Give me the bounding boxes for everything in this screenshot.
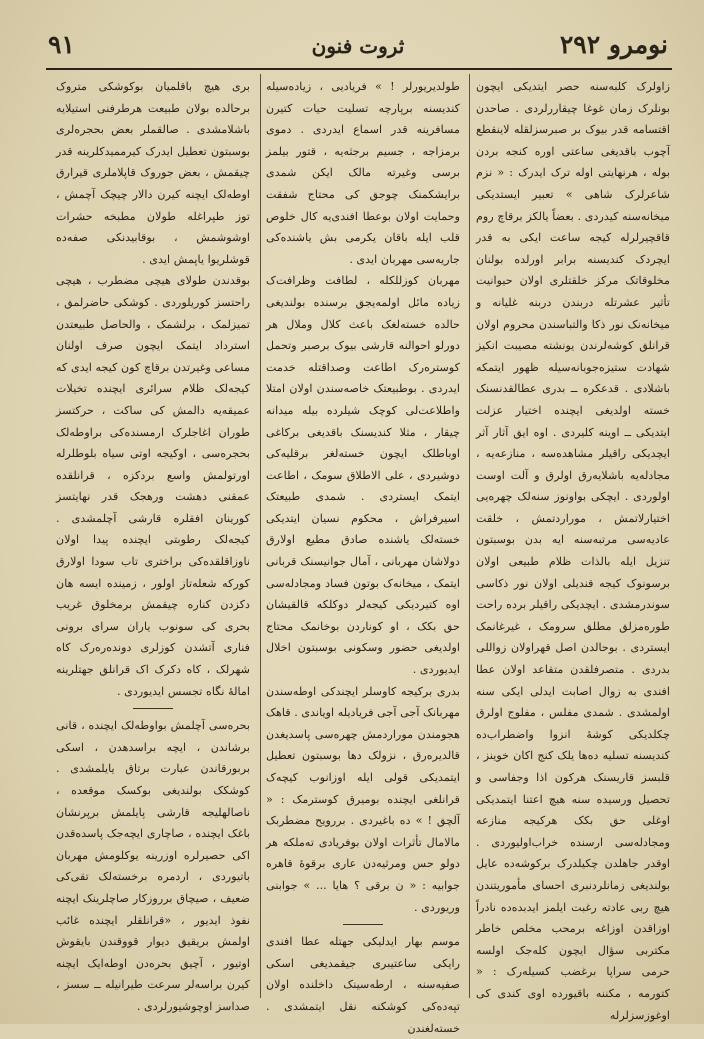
paragraph: بدری برکیجه کاوسلر ایچندکی اوطه‌سندن مهربانک آجی آجی فریادیله اویاندی . قاهک هجومندن موراردمش چهره‌سی پاسدیغدن قالدیره‌رق ، نزولک دها بوسبتون تعطیل ایتمدیکی قولی ایله اوزانوب کیچه‌ک قرانلغی ایچنده بومیرق کوسترمک : « آلچق ! » ده باغیردی . بررویح مضطربک مالامال تأثرات اولان بوفریادی ته‌ملکه هر دولو حس ومرثیه‌دن عاری برقوهٔ قاهره جوابیه : « ن برقی ؟ هایا ... » جوابنی وریوردی .	[266, 684, 460, 914]
paragraph: بری هیچ باقلمیان بوکوشکی متروک برحالده بولان طبیعت هرطرفنی استیلایه باشلامشدی . صالقملر بعض بحجره‌لری بوسبتون تعطیل ایدرک کیرممیدکلرینه قدر چیقمش ، بعض جوروک قاپلاملری قیرارق اوطه‌لک ایچنه کیرن دالار چیچک آچمش ، توز طپراغله طولان مطبخه حشرات اوشوشمش ، بوقابیدنکی صفه‌ده قوشلریوا یاپمش ایدی .	[56, 80, 250, 266]
paragraph: موسم بهار ایدلیکی جهتله عطا افندی رایکی ساعتیبری جیقمدیغی اسکی صفیه‌سنه ، ارطه‌سینک داخلنده اولان تپه‌ده‌کی کوشکنه نقل ایتمشدی . خسته‌لغندن	[266, 935, 460, 1035]
column-divider	[260, 74, 261, 998]
section-separator	[343, 924, 383, 925]
issue-number: نومرو ۲۹۲	[559, 30, 668, 59]
paragraph: زاولرک کلبه‌سنه حصر ایتدیکی ایچون بونلرک زمان غوغا چیقاررلردی . صاحدن اقتسامه قدر بیوک بر صبرسزلقله لاینقطع آچوب باقدیغی ساعتی اوره کنجه بردن بوله ، هرنهایتی اوله ترک ایدرک : « نزم شاعرلرک شاهی » تعبیر ایستدیکی میخانه‌سنه کیدردی . بعضاً یالکز برقاچ روم قاقچیرلرله کیجه ساعت ایکی به قدر ایچردک کندیسنه برابر اورلده بولنان مخلوقاتک مرکز خلقتلری اولان حیوانیت تأثیر عشرتله دربندن دربنه غلیانه و میخانه‌نک نور ذکا والتباسندن محروم اولان قرانلق کوشه‌لرندن یونشته مصیبت انکیز شهادت ستیزه‌جوبانه‌سیله ظهور ایتمکه باشلادی . قدعکره ــ بدری عطالقدنسنک خسته اولدیغی ایچنده اختیار عزلت ایتدیکی ــ اوینه کلیردی . اوه ایق آثار آثر ایچدیکی راقیلر مشاهده‌سه ، منازعه‌یه ، مجادله‌یه باشلایه‌رق اولرق و آلت اوست اولوردی . ایچکی بواونوز سنه‌لک چهره‌یی اختیارلاتمش ، موراردتمش ، خلقت عادیه‌سی مرتبه‌سنه ایه بدن بوسبتون تنزیل ایله بالذات ظلام طبیعی اولان برسونوک کیجه قندیلی اولان نور ذکاسی سوندرمشدی . ایچدیکی راقیلر برده راحت طوره‌مزلق مطلق سرومک ، غیرغانمک ایستردی . بوحالدن اصل قهراولان زواللی بدردی . متصرفلقدن متقاعد اولان عطا افندی به زوال اصابت ایدلی ایکی سنه اولمشدی . شمدی مفلس ، مفلوج اولرق چکلدیکی کوشهٔ انزوا واضطراب‌ده کندیسنه تسلیه ده‌ها یلک کنج اکان خوینز ، قلبسز قاریسنک هرکون اذا وجفاسی و تحصیل ورسیده سنه هیچ اعتنا ایتمدیکی اوغلی حق بکک هرکیجه منازعه ومجادله‌سی ارسنده خراب‌اولیوردی . اوقدر جاهلدن چکیلدرک برکوشه‌ده عایل بولندیغی زمانلردنبری احسای مأموریتندن هیچ ربی عادته رغبت ایلمز ایدبده‌ده نادراً اوزاقدن اوزاغه برمحب مخلص خاطر مکتربی سؤال ایچون کله‌جک اولسه حرمی سراپا برغضب کسیله‌رک : « کتورمه ، مکننه باقیورده اوی کندی کی اوغوزسزلرله	[476, 80, 670, 1022]
paragraph: مهربان کوزللکله ، لطافت وظرافت‌ک زیاده مائل اولمه‌یجق برسنده بولندیغی حالده خسته‌لغک باعث کلال وملال هر دورلو احوالنه قارشی بیوک برصبر وتحمل کوستره‌رک اطاعت وصداقتله خدمت ایدردی . بوطبیعتک خاصه‌سندن اولان امتلا واطلاعت‌لی کوچک شیلرده بیله میدانه چیقار ، مثلا کندیسنک باقدیغی برکاغی اوباطلک ایچون خسته‌لغر برقلیه‌کی دوشیردی ، علی الاطلاق سومک ، اطاعت ایتمک ایستردی . شمدی طبیعتک اسیرفراش ، محکوم نسیان ایتدیکی خسته‌لک یاشنده صادق مطیع اولارق دولاشان مهربانی ، آمال جوانیسنک قربانی ایتمک ، میخانه‌ک بوتون فساد ومجادله‌سی اوه کتیردیکی کیجه‌لر دوکلکه قالقیشان حق بکک ، او کوناردن بوخانمک محتاج اولدیغی حضور وسکونی بوسبتون اخلال ایدیوردی .	[266, 274, 460, 677]
paragraph: طولدیریورلر ! » فریادیی ، زیاده‌سیله کندیسنه برپارچه تسلیت حیات کتیرن مسافرینه قدر اسماع ایدردی . دموی برمزاجه ، جسیم برجثه‌یه ، قتور بیلمز برسی وغیرته مالک ایکن شمدی برایشکمنک چوجق کی محتاج شفقت وحمایت اولان بوعطا افندی‌یه کال خلوص قلب ایله باقان یکرمی بش یاشنده‌کی جاریه‌سی مهربان ایدی .	[266, 80, 460, 266]
journal-title: ثروت فنون	[311, 34, 405, 58]
paragraph: بحره‌سی آچلمش بواوطه‌لک ایچنده ، قانی برشاندن ، ایچه براسدهدن ، اسکی بربورقاندن عبارت برتاق یایلمشدی . کوشکک بولندیغی بوکسک موقعده ، ناصالهلیجه قارشی پایلمش برپرنشان باغک ایچنده ، صاچاری ایچه‌جک پاسده‌قدن اکی حصیرلره اوزرینه یوکلومش مهربان باتیوردی ، اردمره برخسته‌لک تقی‌کی ضعیف ، صیچاق برروزکار صاچلرینک ایچنه نفوذ ایدیور ، «قرانلقلر ایچنده غائب اولمش بریقیق دیوار قووقندن بایقوش اوتیور ، آچیق بحره‌دن اوطه‌ایک ایچنه کیرن براسه‌لر سرعت طیرانیله ــ سسز ، صداسز اوچوشیورلردی .	[56, 719, 250, 1013]
page-header	[48, 28, 668, 68]
column-middle	[266, 76, 460, 1035]
page-number: ٩١	[48, 30, 75, 59]
section-separator	[133, 708, 173, 709]
column-left	[56, 76, 250, 1013]
header-rule	[46, 68, 672, 70]
paragraph: بوقدندن طولای هیچی مضطرب ، هیچی راحتسز کوریلوردی . کوشکی حاضرلمق ، تمیزلمک ، برلشمک ، والحاصل طبیعتدن استرداد ایتمک ایچون صرف اولنان مساعی وغیرتدن برقاچ کون کیجه ایدی که کیجه‌لک ظلام سرائری ایچنده تخیلات عمیقه‌یه دالمش کی ساکت ، حرکتسز طوران اغاجلرک ارمسنده‌کی براوطه‌لک بحجره‌سی ، اوکیجه اوتی سیاه بلوطلرله اورتولمش واسع بردکزه ، قرانلقده عمقنی دهشت ورهجک قدر نهایتسز کورینان افقلره قارشی آچلمشدی . کیجه‌لک رطوبتی ایچنده پیدا اولان ناوزاقلقده‌کی براختری تاب سودا اولارق کورکه شعله‌تاز اولور ، زمینده ایسه هان دکزدن کناره چیقمش برمخلوق غریب بحری کی سونوب یاران سرای برونی فناری آتشدن کوزلری دونده‌ره‌رک کاه شهرلک ، کاه دکرک اک قرانلق جهتلرینه امالهٔ نگاه تجسس ایدیوردی .	[56, 274, 250, 698]
column-right	[476, 76, 670, 1022]
column-divider	[469, 74, 470, 998]
